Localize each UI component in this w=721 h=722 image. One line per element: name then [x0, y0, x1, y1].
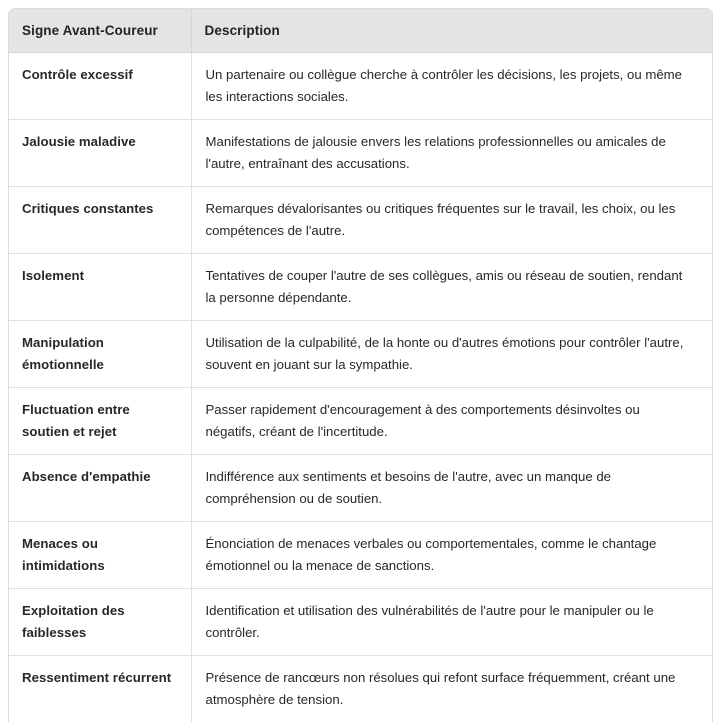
table-row: [9, 120, 712, 187]
cell-sign: Critiques constantes: [9, 187, 191, 254]
cell-description: Passer rapidement d'encouragement à des comportements désinvoltes ou négatifs, créant de l'incertitude.: [191, 388, 712, 455]
cell-sign: Fluctuation entre soutien et rejet: [9, 388, 191, 455]
table-row: [9, 321, 712, 388]
table-row: [9, 53, 712, 120]
column-header-sign: Signe Avant-Coureur: [9, 9, 191, 53]
cell-description: Tentatives de couper l'autre de ses collègues, amis ou réseau de soutien, rendant la personne dépendante.: [191, 254, 712, 321]
table-row: [9, 656, 712, 722]
table-row: [9, 455, 712, 522]
cell-description: Utilisation de la culpabilité, de la honte ou d'autres émotions pour contrôler l'autre, souvent en jouant sur la sympathie.: [191, 321, 712, 388]
table-row: [9, 589, 712, 656]
column-header-description: Description: [191, 9, 712, 53]
table-header: [9, 9, 712, 53]
cell-description: Indifférence aux sentiments et besoins de l'autre, avec un manque de compréhension ou de soutien.: [191, 455, 712, 522]
cell-sign: Contrôle excessif: [9, 53, 191, 120]
cell-sign: Ressentiment récurrent: [9, 656, 191, 722]
cell-sign: Absence d'empathie: [9, 455, 191, 522]
cell-description: Présence de rancœurs non résolues qui refont surface fréquemment, créant une atmosphère de tension.: [191, 656, 712, 722]
table-row: [9, 388, 712, 455]
cell-sign: Jalousie maladive: [9, 120, 191, 187]
cell-description: Manifestations de jalousie envers les relations professionnelles ou amicales de l'autre, entraînant des accusations.: [191, 120, 712, 187]
table-header-row: [9, 9, 712, 53]
cell-description: Identification et utilisation des vulnérabilités de l'autre pour le manipuler ou le contrôler.: [191, 589, 712, 656]
cell-sign: Menaces ou intimidations: [9, 522, 191, 589]
table-row: [9, 522, 712, 589]
cell-description: Un partenaire ou collègue cherche à contrôler les décisions, les projets, ou même les interactions sociales.: [191, 53, 712, 120]
signs-table-container: [8, 8, 713, 722]
cell-sign: Manipulation émotionnelle: [9, 321, 191, 388]
cell-sign: Exploitation des faiblesses: [9, 589, 191, 656]
table-row: [9, 254, 712, 321]
warning-signs-table: [9, 9, 712, 722]
table-body: [9, 53, 712, 722]
cell-description: Énonciation de menaces verbales ou comportementales, comme le chantage émotionnel ou la menace de sanctions.: [191, 522, 712, 589]
table-row: [9, 187, 712, 254]
cell-description: Remarques dévalorisantes ou critiques fréquentes sur le travail, les choix, ou les compétences de l'autre.: [191, 187, 712, 254]
cell-sign: Isolement: [9, 254, 191, 321]
